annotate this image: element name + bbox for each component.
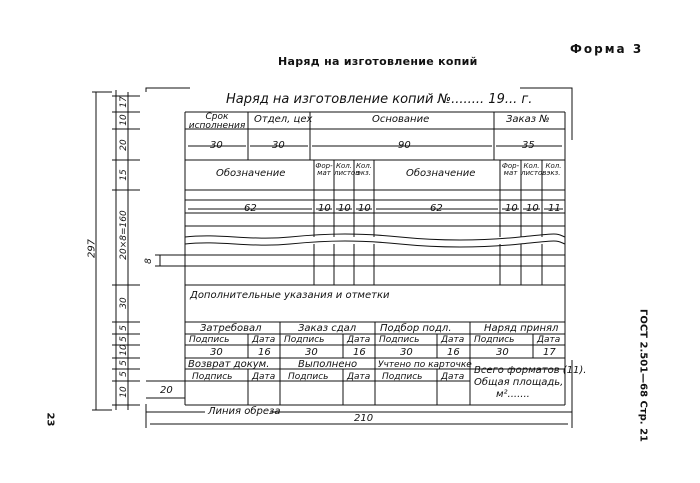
dim-11: 11 <box>548 203 561 214</box>
podpis-4: Подпись <box>474 335 515 345</box>
podpis-1: Подпись <box>189 335 230 345</box>
data-6: Дата <box>347 372 371 382</box>
format-header-right: Фор-мат <box>501 162 520 177</box>
col-otdel: Отдел, цех <box>254 114 313 125</box>
page-number: 23 <box>44 412 56 427</box>
kol-ekz-header-right: Кол. экз. <box>545 162 562 177</box>
dim-210: 210 <box>354 413 374 424</box>
podbor-label: Подбор подл. <box>380 323 452 334</box>
vypolneno-label: Выполнено <box>298 359 358 370</box>
data-7: Дата <box>441 372 465 382</box>
podpis-5: Подпись <box>192 372 233 382</box>
podpis-6: Подпись <box>288 372 329 382</box>
data-3: Дата <box>441 335 465 345</box>
dim-16c: 16 <box>447 347 460 358</box>
gost-reference: ГОСТ 2.501—68 Стр. 21 <box>637 308 649 443</box>
dim-16b: 16 <box>353 347 366 358</box>
vsego-formatov: Всего форматов (11). <box>474 365 587 376</box>
oboznachenie-left: Обозначение <box>216 168 286 179</box>
left-dim-15: 15 <box>119 169 129 181</box>
podpis-2: Подпись <box>284 335 325 345</box>
left-dim-297: 297 <box>86 238 98 259</box>
page-title: Наряд на изготовление копий <box>278 55 478 68</box>
order-line: Наряд на изготовление копий №........ 19... г. <box>226 92 533 107</box>
oboznachenie-right: Обозначение <box>406 168 476 179</box>
dim-16a: 16 <box>258 347 271 358</box>
naryad-prinyal-label: Наряд принял <box>484 323 559 334</box>
left-dim-30: 30 <box>119 297 129 309</box>
dim-10b: 10 <box>338 203 351 214</box>
podpis-3: Подпись <box>379 335 420 345</box>
dim-35: 35 <box>522 140 535 151</box>
left-dim-20: 20 <box>119 139 129 151</box>
dim-62a: 62 <box>244 203 257 214</box>
data-1: Дата <box>252 335 276 345</box>
kol-listov-header-left: Кол. листов <box>334 162 360 177</box>
left-dim-5c: 5 <box>119 360 129 366</box>
dim-30b: 30 <box>272 140 285 151</box>
data-5: Дата <box>252 372 276 382</box>
left-dim-8: 8 <box>144 258 154 264</box>
kol-listov-header-right: Кол. листов <box>521 162 547 177</box>
dim-10a: 10 <box>318 203 331 214</box>
data-4: Дата <box>537 335 561 345</box>
dim-30f: 30 <box>496 347 509 358</box>
col-osnovanie: Основание <box>372 114 430 125</box>
uchteno-label: Учтено по карточке <box>378 360 472 370</box>
dim-30d: 30 <box>305 347 318 358</box>
dim-10c: 10 <box>358 203 371 214</box>
col-zakaz: Заказ № <box>506 114 550 125</box>
dim-30e: 30 <box>400 347 413 358</box>
dim-10d: 10 <box>505 203 518 214</box>
dim-20: 20 <box>160 385 173 396</box>
left-dim-10: 10 <box>119 114 129 126</box>
left-dim-5d: 5 <box>119 371 129 377</box>
liniya-obreza: Линия обреза <box>208 406 281 417</box>
m2-label: м²....... <box>496 389 530 400</box>
dim-30c: 30 <box>210 347 223 358</box>
vozvrat-label: Возврат докум. <box>188 359 270 370</box>
left-dim-5b: 5 <box>119 336 129 342</box>
obshaya-ploshad: Общая площадь, <box>474 377 564 388</box>
data-2: Дата <box>347 335 371 345</box>
left-dim-5a: 5 <box>119 325 129 331</box>
zakaz-sdan-label: Заказ сдал <box>298 323 357 334</box>
dim-17: 17 <box>543 347 556 358</box>
dim-90: 90 <box>398 140 411 151</box>
col-srok: Срок исполнения <box>188 112 246 131</box>
dim-10e: 10 <box>526 203 539 214</box>
left-dim-20x8: 20×8=160 <box>119 210 129 260</box>
left-dim-17: 17 <box>119 96 129 108</box>
kol-ekz-header-left: Кол. экз. <box>356 162 372 177</box>
left-dim-10c: 10 <box>119 386 129 398</box>
form-label: Форма 3 <box>570 42 644 56</box>
podpis-7: Подпись <box>382 372 423 382</box>
format-header-left: Фор-мат <box>315 162 333 177</box>
left-dim-10b: 10 <box>119 344 129 356</box>
dop-ukazaniya: Дополнительные указания и отметки <box>190 290 390 301</box>
dim-30a: 30 <box>210 140 223 151</box>
zatrebovan-label: Затребовал <box>200 323 262 334</box>
dim-62b: 62 <box>430 203 443 214</box>
